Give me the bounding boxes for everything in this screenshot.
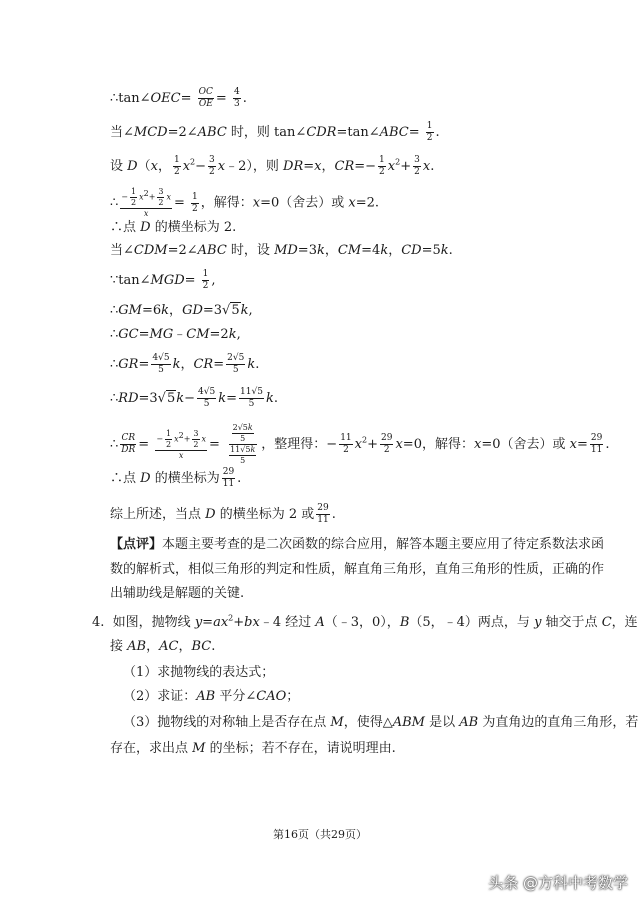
solution-line-d-abscissa-2: ∴点 D 的横坐标为 2. [110,220,237,235]
solution-line-case2: 当∠CDM=2∠ABC 时，设 MD=3k，CM=4k，CD=5k. [110,243,453,258]
solution-line-set-d: 设 D（x， $\frac{1}{2}$ $x^2-$ $\frac{3}{2}$ x﹣2），则 DR=x，CR=− $\frac{1}{2}$ $x^2+$ $\frac{3}{2}$ x. [110,155,435,177]
comment-text-1: 本题主要考查的是二次函数的综合应用，解答本题主要应用了待定系数法求函 [162,537,605,552]
problem-q3-line-1: （3）抛物线的对称轴上是否存在点 M，使得△ABM 是以 AB 为直角边的直角三角形，若 [123,715,639,730]
page-footer: 第16页（共29页） [273,828,367,841]
solution-line-tan-mgd: ∵tan∠MGD= $\frac{1}{2}$ , [110,269,216,291]
solution-line-ratio: ∴ $\frac{CR}{DR}$ = − $\frac{1}{2}$ $x^2+$ $\frac{3}{2}$ x x = $\frac{\frac{2√5k}{5}}{\frac{11√5k}{5}}$ ，整理得：− $\frac{11}{2}$ $x^2+$ $\frac{29}{2}$ x=0，解得：x=0（舍去）或 x= $\frac{29}{11}$ . [110,423,610,465]
comment-line-1 [110,536,604,554]
problem-number: 4. [92,615,105,630]
watermark: 头条 @方科中考数学 [488,874,628,892]
solution-line-case1: 当∠MCD=2∠ABC 时，则 tan∠CDR=tan∠ABC= $\frac{1}{2}$ . [110,121,440,143]
solution-line-rd: ∴RD=3√5k− $\frac{4√5}{5}$ k= $\frac{11√5}{5}$ k. [110,387,278,409]
solution-line-gm-gd: ∴GM=6k，GD=3√5k, [110,303,253,318]
comment-line-3: 出辅助线是解题的关键. [110,586,245,601]
problem-line-1: 4. 如图，抛物线 $y=ax^2+bx﹣4$ 经过 A（﹣3，0），B（5，﹣4）两点，与 y 轴交于点 C，连 [92,613,638,630]
problem-q3-line-2: 存在，求出点 M 的坐标；若不存在，请说明理由. [110,741,396,756]
comment-tag: 【点评】 [110,537,163,552]
problem-q2: （2）求证：AB 平分∠CAO； [123,689,300,704]
solution-line-tan-oec: ∴tan∠OEC= $\frac{OC}{OE}$ = $\frac{4}{3}$ . [110,87,247,109]
solution-line-d-abscissa-frac: ∴点 D 的横坐标为 $\frac{29}{11}$ . [110,467,242,489]
problem-line-2: 接 AB，AC，BC. [110,639,216,654]
solution-line-gr-cr: ∴GR= $\frac{4√5}{5}$ k，CR= $\frac{2√5}{5}$ k. [110,353,260,375]
comment-line-2: 数的解析式，相似三角形的判定和性质，解直角三角形，直角三角形的性质，正确的作 [110,562,605,577]
solution-line-gc: ∴GC=MG﹣CM=2k, [110,327,241,342]
solution-line-solve1: ∴ − $\frac{1}{2}$ $x^2+$ $\frac{3}{2}$ x x = $\frac{1}{2}$ ，解得：x=0（舍去）或 x=2. [110,187,380,218]
problem-q1: （1）求抛物线的表达式； [123,665,275,680]
solution-line-conclusion: 综上所述，当点 D 的横坐标为 2 或 $\frac{29}{11}$ . [110,503,336,525]
